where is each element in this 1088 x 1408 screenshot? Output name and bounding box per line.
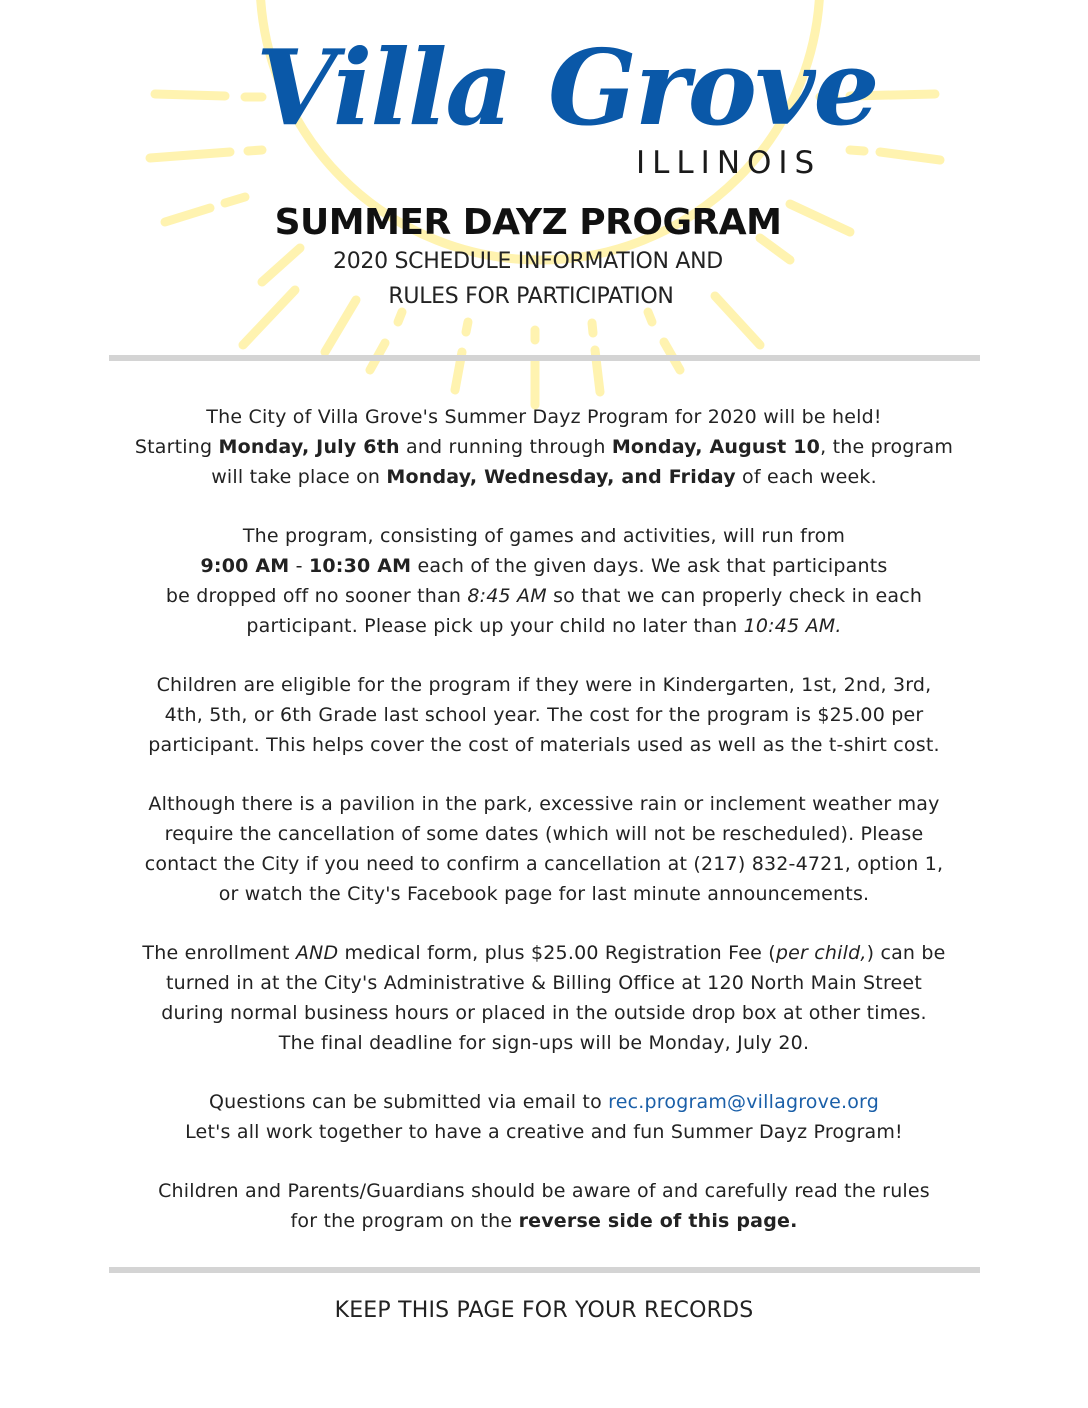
questions-paragraph <box>96 1087 992 1147</box>
p6-text: Questions can be submitted via email to <box>209 1091 609 1113</box>
end-time: 10:30 AM <box>308 555 412 577</box>
p7-text: for the program on the <box>290 1210 519 1232</box>
eligibility-paragraph <box>96 670 992 760</box>
page-title: SUMMER DAYZ PROGRAM <box>274 202 782 243</box>
p1-line1: The City of Villa Grove's Summer Dayz Program for 2020 will be held! <box>206 406 882 428</box>
p5-emphasis: AND <box>295 942 339 964</box>
program-days: Monday, Wednesday, and Friday <box>386 466 736 488</box>
p6-line2: Let's all work together to have a creative and fun Summer Dayz Program! <box>185 1121 903 1143</box>
top-divider <box>109 355 980 361</box>
p5-line2: turned in at the City's Administrative & Billing Office at 120 North Main Street <box>166 972 922 994</box>
p4-line2: require the cancellation of some dates (which will not be rescheduled). Please <box>164 823 924 845</box>
p2-text: be dropped off no sooner than <box>165 585 468 607</box>
p3-line1: Children are eligible for the program if they were in Kindergarten, 1st, 2nd, 3rd, <box>156 674 932 696</box>
p5-emphasis: per child, <box>775 942 867 964</box>
p5-text: medical form, plus $25.00 Registration Fee ( <box>338 942 776 964</box>
p5-text: The enrollment <box>142 942 296 964</box>
p2-text: each of the given days. We ask that participants <box>411 555 888 577</box>
reverse-side-note: reverse side of this page. <box>518 1210 798 1232</box>
end-date: Monday, August 10 <box>611 436 821 458</box>
p1-text: of each week. <box>735 466 877 488</box>
contact-email-link[interactable]: rec.program@villagrove.org <box>608 1091 879 1113</box>
rules-paragraph <box>96 1176 992 1236</box>
p1-text: Starting <box>134 436 219 458</box>
p2-text: so that we can properly check in each <box>546 585 923 607</box>
logo-grove: Grove <box>548 26 878 149</box>
weather-paragraph <box>96 789 992 909</box>
start-time: 9:00 AM <box>200 555 290 577</box>
city-logo <box>0 0 1088 200</box>
p2-text: - <box>289 555 309 577</box>
pickup-time: 10:45 AM. <box>743 615 842 637</box>
logo-state: ILLINOIS <box>636 145 822 181</box>
schedule-paragraph <box>96 402 992 492</box>
bottom-divider <box>109 1267 980 1273</box>
p4-line1: Although there is a pavilion in the park, excessive rain or inclement weather may <box>148 793 940 815</box>
start-date: Monday, July 6th <box>218 436 400 458</box>
p5-line3: during normal business hours or placed in the outside drop box at other times. <box>161 1002 927 1024</box>
p2-line1: The program, consisting of games and activities, will run from <box>242 525 846 547</box>
times-paragraph <box>96 521 992 641</box>
footer-note: KEEP THIS PAGE FOR YOUR RECORDS <box>334 1298 754 1323</box>
logo-villa: Villa <box>256 26 511 149</box>
p3-line3: participant. This helps cover the cost of materials used as well as the t-shirt cost. <box>148 734 940 756</box>
p1-text: will take place on <box>211 466 387 488</box>
dropoff-time: 8:45 AM <box>467 585 547 607</box>
p1-text: and running through <box>399 436 612 458</box>
body-content <box>96 402 992 1265</box>
p5-line4: The final deadline for sign-ups will be Monday, July 20. <box>278 1032 810 1054</box>
p5-text: ) can be <box>866 942 946 964</box>
subtitle-line-1: 2020 SCHEDULE INFORMATION AND <box>333 249 723 274</box>
p4-line4: or watch the City's Facebook page for last minute announcements. <box>218 883 870 905</box>
p2-text: participant. Please pick up your child no later than <box>246 615 744 637</box>
p7-line1: Children and Parents/Guardians should be aware of and carefully read the rules <box>158 1180 930 1202</box>
p3-line2: 4th, 5th, or 6th Grade last school year. The cost for the program is $25.00 per <box>164 704 924 726</box>
p4-line3: contact the City if you need to confirm a cancellation at (217) 832-4721, option 1, <box>144 853 944 875</box>
subtitle-line-2: RULES FOR PARTICIPATION <box>388 284 674 309</box>
p1-text: , the program <box>820 436 954 458</box>
enrollment-paragraph <box>96 938 992 1058</box>
